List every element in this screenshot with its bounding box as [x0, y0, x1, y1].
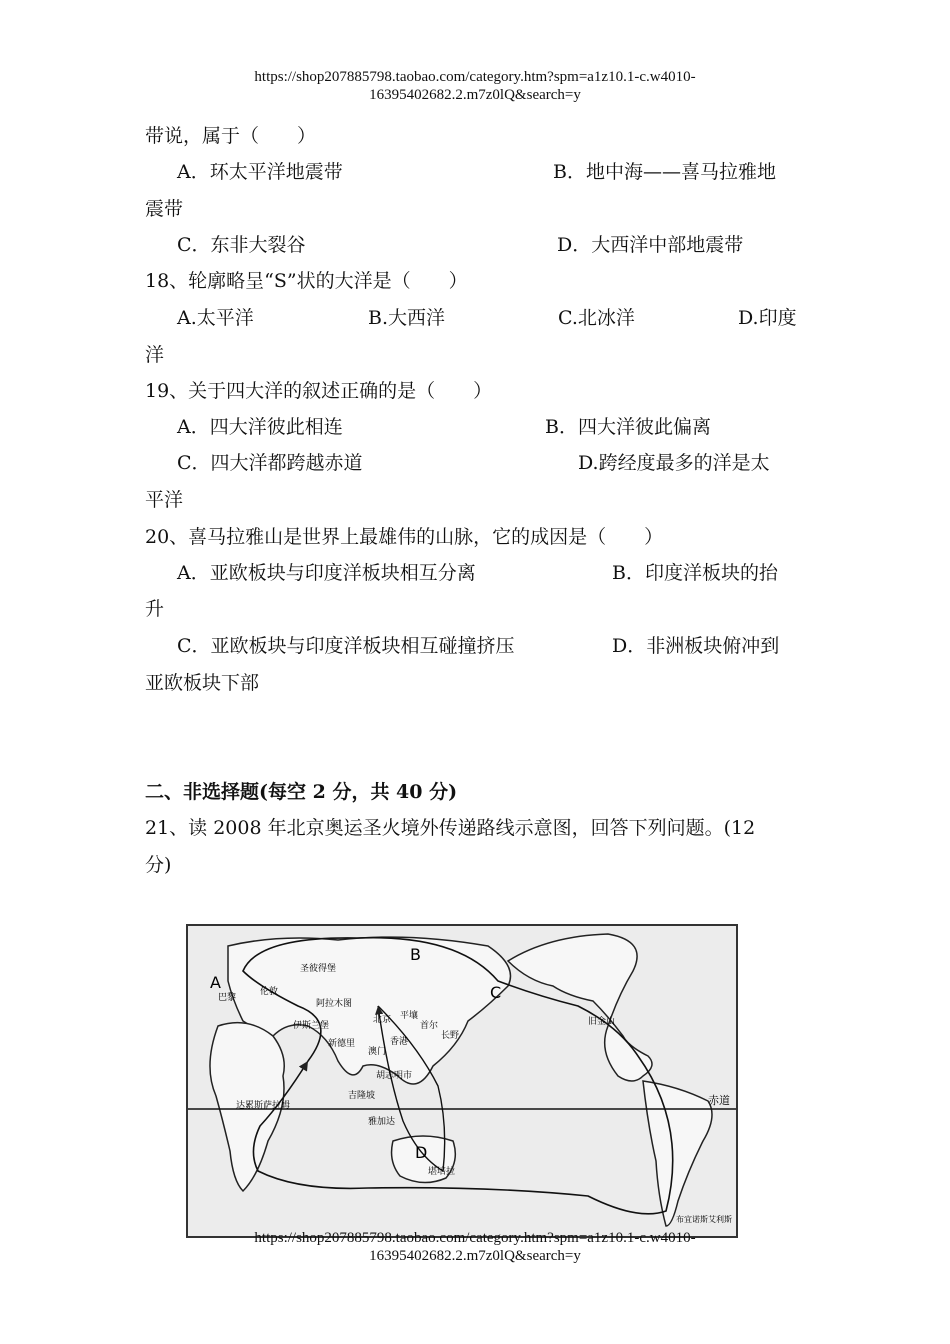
map-label-stpetersburg: 圣彼得堡	[300, 964, 337, 974]
header-url-line1: https://shop207885798.taobao.com/category.htm?spm=a1z10.1-c.w4010-	[254, 69, 696, 85]
map-label-b: B	[410, 945, 421, 964]
map-label-beijing: 北京	[373, 1015, 392, 1025]
map-label-seoul: 首尔	[420, 1021, 439, 1031]
q21-stem-wrap: 分)	[145, 854, 172, 876]
q18-option-c: C.北冰洋	[558, 307, 635, 329]
map-label-paris: 巴黎	[218, 993, 237, 1003]
map-label-sanfrancisco: 旧金山	[588, 1017, 616, 1027]
q17-option-b-wrap: 震带	[145, 198, 184, 220]
q20-option-b-wrap: 升	[145, 598, 165, 620]
map-label-pyongyang: 平壤	[400, 1011, 419, 1021]
q19-option-b: B．四大洋彼此偏离	[545, 416, 711, 438]
footer-url-line1: https://shop207885798.taobao.com/category.htm?spm=a1z10.1-c.w4010-	[254, 1230, 696, 1246]
map-label-hochiminh: 胡志明市	[376, 1071, 413, 1081]
q19-option-c: C．四大洋都跨越赤道	[177, 452, 363, 474]
map-label-changye: 长野	[441, 1031, 460, 1041]
q19-option-d-wrap: 平洋	[145, 489, 184, 511]
q19-option-a: A．四大洋彼此相连	[177, 416, 343, 438]
south-america-outline	[643, 1081, 712, 1226]
q20-option-d: D．非洲板块俯冲到	[612, 635, 780, 657]
map-label-a: A	[210, 973, 221, 992]
map-label-equator: 赤道	[708, 1094, 730, 1107]
q19-option-d: D.跨经度最多的洋是太	[578, 452, 770, 474]
section2-title: 二、非选择题(每空 2 分，共 40 分)	[145, 781, 458, 803]
header-url	[0, 68, 950, 104]
map-label-hongkong: 香港	[390, 1037, 409, 1047]
map-label-buenosaires: 布宜诺斯艾利斯	[676, 1215, 732, 1224]
map-label-newdelhi: 新德里	[328, 1039, 356, 1049]
map-label-london: 伦敦	[260, 987, 279, 997]
q20-stem: 20、喜马拉雅山是世界上最雄伟的山脉，它的成因是（ ）	[145, 526, 664, 548]
map-label-c: C	[490, 983, 502, 1002]
q20-option-d-wrap: 亚欧板块下部	[145, 672, 260, 694]
q18-option-a: A.太平洋	[177, 307, 254, 329]
q20-option-a: A．亚欧板块与印度洋板块相互分离	[177, 562, 476, 584]
map-label-kualalumpur: 吉隆坡	[348, 1091, 376, 1101]
map-svg	[188, 926, 736, 1236]
map-label-almaty: 阿拉木图	[316, 999, 353, 1009]
map-label-d: D	[415, 1143, 428, 1162]
q21-stem: 21、读 2008 年北京奥运圣火境外传递路线示意图，回答下列问题。(12	[145, 817, 756, 839]
map-label-jakarta: 雅加达	[368, 1117, 396, 1127]
map-label-islamabad: 伊斯兰堡	[293, 1021, 330, 1031]
header-url-line2: 16395402682.2.m7z0lQ&search=y	[369, 87, 581, 103]
q17-option-c: C．东非大裂谷	[177, 234, 306, 256]
q20-option-b: B．印度洋板块的抬	[612, 562, 778, 584]
q17-option-b: B．地中海——喜马拉雅地	[553, 161, 776, 183]
q19-stem: 19、关于四大洋的叙述正确的是（ ）	[145, 380, 493, 402]
q18-option-d: D.印度	[738, 307, 797, 329]
map-label-macau: 澳门	[368, 1047, 387, 1057]
torch-relay-map	[186, 924, 738, 1238]
map-label-canberra: 堪培拉	[428, 1167, 456, 1177]
q18-option-d-wrap: 洋	[145, 344, 165, 366]
map-label-daressalaam: 达累斯萨拉姆	[236, 1101, 291, 1111]
q17-option-a: A．环太平洋地震带	[177, 161, 343, 183]
q18-stem: 18、轮廓略呈“S”状的大洋是（ ）	[145, 270, 468, 292]
q18-option-b: B.大西洋	[368, 307, 446, 329]
footer-url	[0, 1229, 950, 1265]
footer-url-line2: 16395402682.2.m7z0lQ&search=y	[369, 1248, 581, 1264]
q17-stem-tail: 带说，属于（ ）	[145, 125, 317, 147]
q17-option-d: D．大西洋中部地震带	[557, 234, 744, 256]
q20-option-c: C．亚欧板块与印度洋板块相互碰撞挤压	[177, 635, 515, 657]
